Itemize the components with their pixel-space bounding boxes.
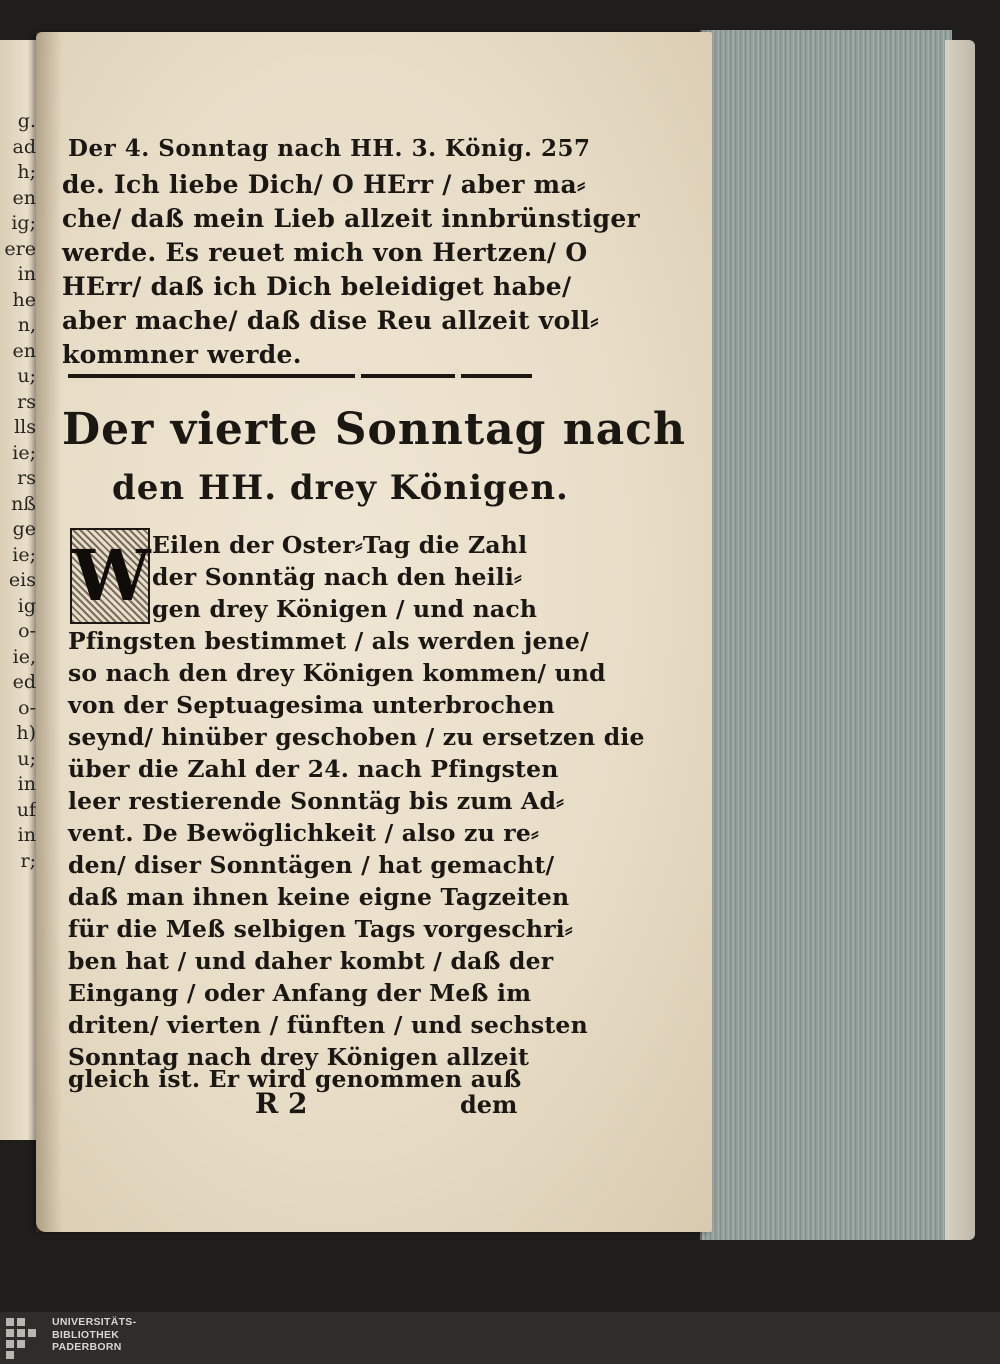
left-page-fragment: rs <box>17 390 36 413</box>
left-page-fragment: in <box>17 824 36 846</box>
left-page-fragment: u; <box>17 747 36 770</box>
text-line: daß man ihnen keine eigne Tagzeiten <box>68 883 570 911</box>
left-page-fragment: uf <box>16 798 36 821</box>
text-line: HErr/ daß ich Dich beleidiget habe/ <box>62 272 572 301</box>
text-line: gleich ist. Er wird genommen auß <box>68 1065 522 1093</box>
text-line: che/ daß mein Lieb allzeit innbrünstiger <box>62 204 640 233</box>
left-page-fragment: in <box>17 773 36 795</box>
left-page-fragment: u; <box>17 365 36 387</box>
text-line: Sonntag nach drey Königen allzeit <box>68 1043 530 1071</box>
section-title-line1: Der vierte Sonntag nach <box>62 404 687 455</box>
left-page-fragment: ie; <box>12 441 36 464</box>
text-line: den/ diser Sonntägen / hat gemacht/ <box>68 851 555 879</box>
text-line: der Sonntäg nach den heili⸗ <box>152 563 523 591</box>
text-line: leer restierende Sonntäg bis zum Ad⸗ <box>68 787 565 815</box>
text-line: werde. Es reuet mich von Hertzen/ O <box>62 238 588 267</box>
left-page-fragment: ed <box>12 671 36 693</box>
logo-line: PADERBORN <box>52 1341 122 1353</box>
text-line: driten/ vierten / fünften / und sechsten <box>68 1011 588 1039</box>
library-logo-text <box>52 1316 136 1354</box>
text-line: Eingang / oder Anfang der Meß im <box>68 979 532 1007</box>
decorated-initial <box>70 528 150 624</box>
left-page-fragment: ig <box>17 594 36 617</box>
left-page-fragment: en <box>12 186 36 209</box>
left-page-fragment: h; <box>17 161 36 183</box>
initial-letter: W <box>72 530 148 622</box>
left-page-fragment: ie, <box>12 645 36 668</box>
catchword: dem <box>460 1090 518 1119</box>
text-line: seynd/ hinüber geschoben / zu ersetzen die <box>68 723 645 751</box>
text-line: von der Septuagesima unterbrochen <box>68 691 555 719</box>
left-page-text-fragments <box>0 110 40 875</box>
page-gutter-shadow <box>36 32 62 1232</box>
left-page-fragment: en <box>12 339 36 362</box>
left-page-fragment: ig; <box>11 212 36 234</box>
text-line: ben hat / und daher kombt / daß der <box>68 947 554 975</box>
left-page-fragment: ge <box>12 518 36 540</box>
section-rule <box>68 374 532 378</box>
left-page-fragment: r; <box>20 849 36 872</box>
left-page-fragment: lls <box>14 416 36 438</box>
text-line: gen drey Königen / und nach <box>152 595 538 623</box>
text-line: vent. De Bewöglichkeit / also zu re⸗ <box>68 819 539 847</box>
text-line: so nach den drey Königen kommen/ und <box>68 659 606 687</box>
left-page-fragment: ie; <box>12 543 36 566</box>
logo-line: UNIVERSITÄTS- <box>52 1316 137 1328</box>
text-line: kommner werde. <box>62 340 302 369</box>
left-page-fragment: g. <box>17 110 36 132</box>
text-line: aber mache/ daß dise Reu allzeit voll⸗ <box>62 306 599 335</box>
left-page-fragment: o- <box>18 696 36 719</box>
text-line: de. Ich liebe Dich/ O HErr / aber ma⸗ <box>62 170 586 199</box>
left-page-fragment: eis <box>8 569 36 591</box>
text-line: über die Zahl der 24. nach Pfingsten <box>68 755 559 783</box>
left-page-fragment: n, <box>17 314 36 336</box>
rule-gap <box>455 368 461 380</box>
logo-line: BIBLIOTHEK <box>52 1328 120 1341</box>
library-logo-icon <box>6 1318 46 1360</box>
text-line: Eilen der Oster⸗Tag die Zahl <box>152 531 528 559</box>
text-line: für die Meß selbigen Tags vorgeschri⸗ <box>68 915 573 943</box>
book-fore-edge <box>700 30 952 1240</box>
left-page-fragment: ad <box>12 135 36 158</box>
left-page-fragment: he <box>12 288 36 311</box>
left-page-fragment: rs <box>17 467 36 489</box>
text-line: Pfingsten bestimmet / als werden jene/ <box>68 627 589 655</box>
library-footer-bar <box>0 1312 1000 1364</box>
left-page-fragment: in <box>17 263 36 285</box>
left-page-fragment: o- <box>18 620 36 642</box>
signature-mark: R 2 <box>255 1087 308 1120</box>
section-title-line2: den HH. drey Königen. <box>112 468 569 508</box>
left-page-fragment: nß <box>11 492 36 515</box>
left-page-fragment: ere <box>4 237 36 260</box>
running-head: Der 4. Sonntag nach HH. 3. König. 257 <box>68 135 591 162</box>
book-cover <box>945 40 975 1240</box>
left-page-fragment: h) <box>16 722 36 744</box>
rule-gap <box>355 368 361 380</box>
